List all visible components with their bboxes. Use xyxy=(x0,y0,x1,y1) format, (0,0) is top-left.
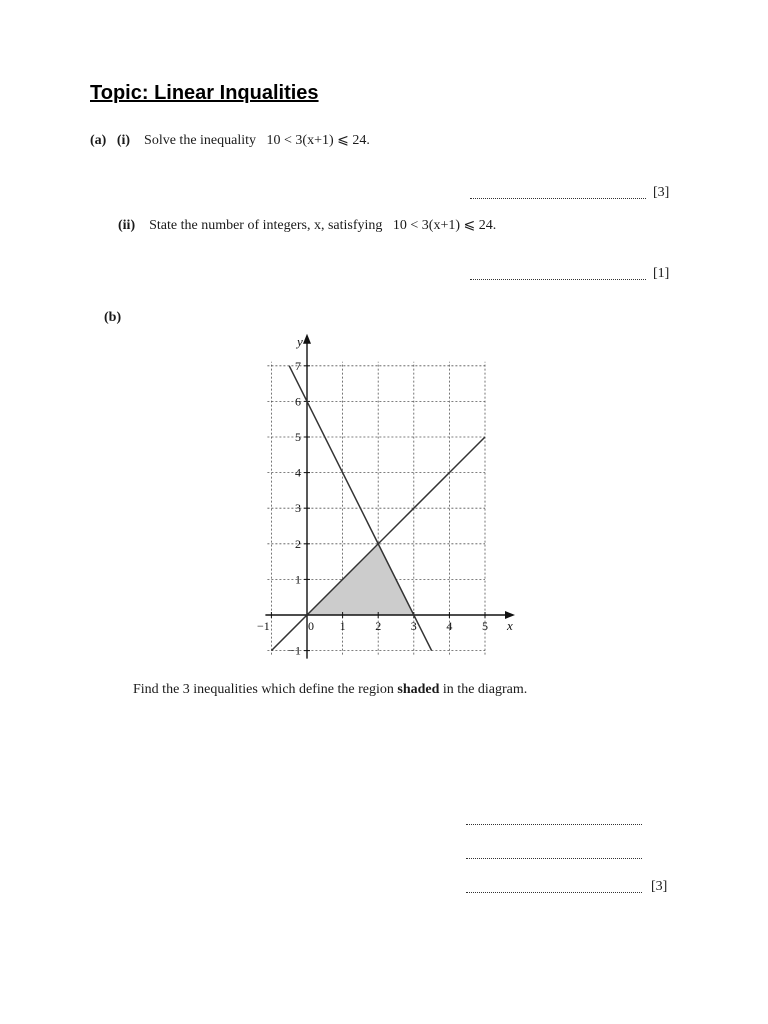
y-tick-label: 7 xyxy=(295,358,301,373)
part-a-ii-label: (ii) xyxy=(118,218,136,233)
answer-line-a-ii[interactable] xyxy=(470,279,646,280)
x-tick-label: −1 xyxy=(257,619,270,633)
part-a-i-text: Solve the inequality xyxy=(144,133,257,148)
y-tick-label: 1 xyxy=(295,572,301,587)
page-title: Topic: Linear Inqualities xyxy=(90,82,319,104)
part-b-label: (b) xyxy=(104,310,122,325)
shaded-region xyxy=(307,544,414,615)
marks-a-ii: [1] xyxy=(653,266,670,281)
part-a-i-expression: 10 < 3(x+1) ⩽ 24. xyxy=(266,133,370,148)
instruction-text-before: Find the 3 inequalities which define the region xyxy=(133,682,394,697)
question-a-i xyxy=(90,132,370,149)
part-a-label: (a) xyxy=(90,133,107,148)
x-tick-label: 1 xyxy=(339,619,346,633)
question-b xyxy=(104,310,121,326)
y-axis-arrow xyxy=(303,334,311,344)
y-tick-label: −1 xyxy=(288,643,301,658)
marks-b: [3] xyxy=(651,879,668,894)
x-axis-label: x xyxy=(507,618,513,633)
x-tick-label: 4 xyxy=(446,619,453,633)
x-tick-label: 5 xyxy=(482,619,488,633)
answer-line-b-1[interactable] xyxy=(466,824,642,825)
instruction-bold: shaded xyxy=(397,682,440,697)
answer-line-a-i[interactable] xyxy=(470,198,646,199)
x-tick-label: 0 xyxy=(308,619,314,633)
y-tick-label: 3 xyxy=(295,501,301,516)
answer-line-b-2[interactable] xyxy=(466,858,642,859)
y-axis-label: y xyxy=(297,333,303,349)
answer-line-b-3[interactable] xyxy=(466,892,642,893)
instruction-b xyxy=(133,682,527,698)
instruction-text-after: in the diagram. xyxy=(442,682,528,697)
marks-a-i: [3] xyxy=(653,185,670,200)
graph xyxy=(255,325,520,660)
y-tick-label: 5 xyxy=(295,430,301,444)
question-a-ii xyxy=(118,217,496,234)
x-tick-label: 2 xyxy=(375,619,382,633)
y-tick-label: 6 xyxy=(295,394,301,409)
part-a-ii-text: State the number of integers, x, satisfying xyxy=(149,218,383,233)
y-tick-label: 2 xyxy=(295,536,301,551)
part-a-ii-expression: 10 < 3(x+1) ⩽ 24. xyxy=(392,218,497,233)
x-tick-label: 3 xyxy=(410,619,417,633)
y-tick-label: 4 xyxy=(295,465,301,480)
part-a-i-label: (i) xyxy=(116,133,131,148)
